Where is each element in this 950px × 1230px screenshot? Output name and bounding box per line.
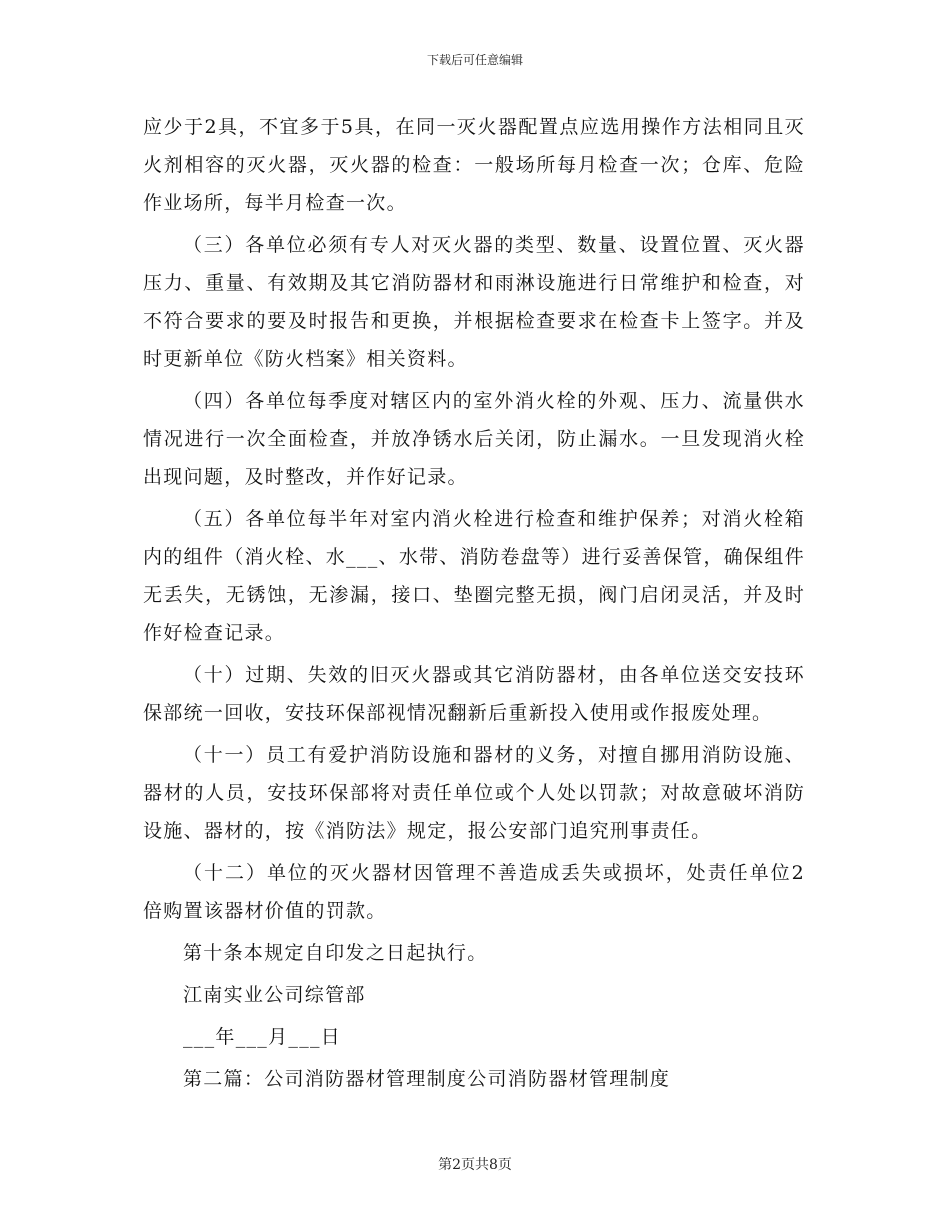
paragraph-item-5: （五）各单位每半年对室内消火栓进行检查和维护保养；对消火栓箱内的组件（消火栓、水___、水带、消防卷盘等）进行妥善保管，确保组件无丢失，无锈蚀，无渗漏，接口、垫圈完整无损，阀门启闭灵活，并及时作好检查记录。 bbox=[143, 508, 805, 644]
document-body bbox=[143, 108, 805, 1102]
paragraph-article-10: 第十条本规定自印发之日起执行。 bbox=[183, 942, 488, 964]
paragraph-continuation: 应少于2具，不宜多于5具，在同一灭火器配置点应选用操作方法相同且灭火剂相容的灭火器，灭火器的检查：一般场所每月检查一次；仓库、危险作业场所，每半月检查一次。 bbox=[143, 116, 805, 214]
issuer-line: 江南实业公司综管部 bbox=[183, 984, 366, 1006]
paragraph-item-11: （十一）员工有爱护消防设施和器材的义务，对擅自挪用消防设施、器材的人员，安技环保部将对责任单位或个人处以罚款；对故意破坏消防设施、器材的，按《消防法》规定，报公安部门追究刑事责任。 bbox=[143, 744, 805, 842]
date-line: ___年___月___日 bbox=[183, 1026, 342, 1048]
page-footer: 第2页共8页 bbox=[438, 1157, 512, 1173]
paragraph-item-10: （十）过期、失效的旧灭火器或其它消防器材，由各单位送交安技环保部统一回收，安技环保部视情况翻新后重新投入使用或作报废处理。 bbox=[143, 664, 805, 724]
paragraph-item-12: （十二）单位的灭火器材因管理不善造成丢失或损坏，处责任单位2倍购置该器材价值的罚款。 bbox=[143, 862, 805, 922]
section-heading-part-2: 第二篇：公司消防器材管理制度公司消防器材管理制度 bbox=[183, 1068, 671, 1090]
paragraph-item-3: （三）各单位必须有专人对灭火器的类型、数量、设置位置、灭火器压力、重量、有效期及其它消防器材和雨淋设施进行日常维护和检查，对不符合要求的要及时报告和更换，并根据检查要求在检查卡上签字。并及时更新单位《防火档案》相关资料。 bbox=[143, 234, 805, 370]
page-header: 下载后可任意编辑 bbox=[426, 53, 523, 67]
paragraph-item-4: （四）各单位每季度对辖区内的室外消火栓的外观、压力、流量供水情况进行一次全面检查，并放净锈水后关闭，防止漏水。一旦发现消火栓出现问题，及时整改，并作好记录。 bbox=[143, 390, 805, 488]
